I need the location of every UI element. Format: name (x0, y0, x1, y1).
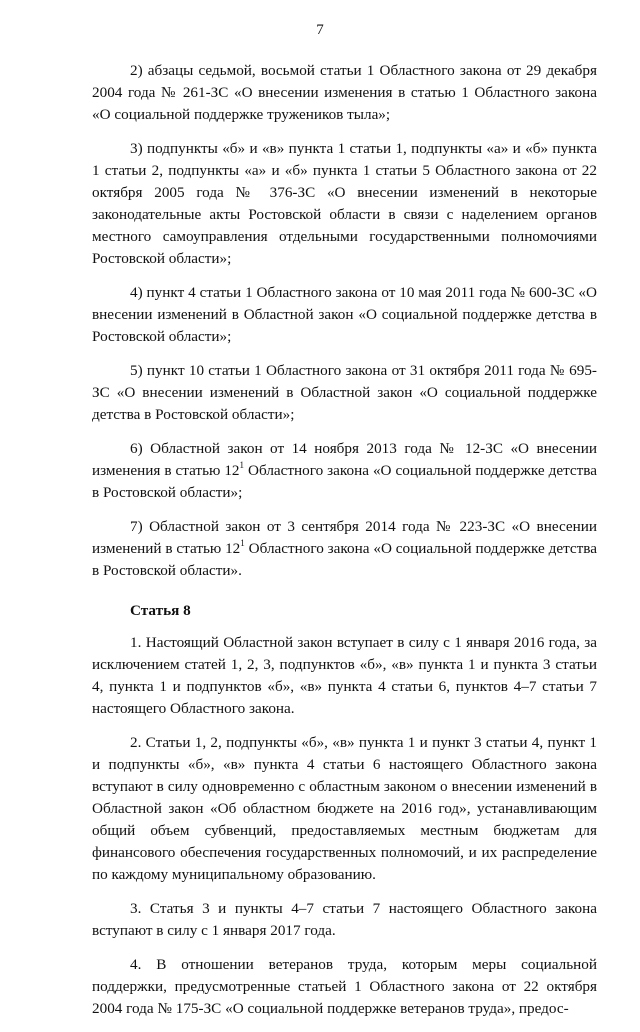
list-item-3: 3) подпункты «б» и «в» пункта 1 статьи 1, подпункты «а» и «б» пункта 1 статьи 2, подпункты «а» и «б» пункта 1 статьи 5 Областного закона от 22 октября 2005 года № 376-ЗС «О внесении изменений в некоторые законодательные акты Ростовской области в связи с наделением органов местного самоуправления отдельными государственными полномочиями Ростовской области»; (92, 140, 597, 267)
article-paragraph-2: 2. Статьи 1, 2, подпункты «б», «в» пункта 1 и пункт 3 статьи 4, пункт 1 и подпункты «б», «в» пункта 4 статьи 6 настоящего Областного закона вступают в силу одновременно с областным законом о внесении изменений в Областной закон «Об областном бюджете на 2016 год», устанавливающим общий объем субвенций, предоставляемых местным бюджетам для финансового обеспечения государственных полномочий, и их распределение по каждому муниципальному образованию. (92, 734, 597, 883)
list-item-7 (92, 516, 597, 582)
list-item-6-superscript: 1 (239, 460, 245, 470)
article-paragraph-1: 1. Настоящий Областной закон вступает в силу с 1 января 2016 года, за исключением статей 1, 2, 3, подпунктов «б», «в» пункта 1 и пункта 3 статьи 4, пункта 1 и подпунктов «б», «в» пункта 4 статьи 6, пунктов 4–7 статьи 7 настоящего Областного закона. (92, 634, 597, 717)
list-item-5: 5) пункт 10 статьи 1 Областного закона от 31 октября 2011 года № 695-ЗС «О внесении изменений в Областной закон «О социальной поддержке детства в Ростовской области»; (92, 362, 597, 423)
list-item-2: 2) абзацы седьмой, восьмой статьи 1 Областного закона от 29 декабря 2004 года № 261-ЗС «О внесении изменения в статью 1 Областного закона «О социальной поддержке тружеников тыла»; (92, 62, 597, 123)
list-item-7-text-end: Областного закона «О социальной поддержке детства в Ростовской области». (92, 540, 597, 579)
document-body (92, 60, 597, 1032)
list-item-7-superscript: 1 (240, 538, 245, 548)
list-item-6-text-end: Областного закона «О социальной поддержке детства в Ростовской области»; (92, 462, 597, 501)
article-paragraph-3: 3. Статья 3 и пункты 4–7 статьи 7 настоящего Областного закона вступают в силу с 1 января 2017 года. (92, 900, 597, 939)
page-number: 7 (316, 22, 324, 38)
list-item-6 (92, 438, 597, 504)
list-item-6-text: 6) Областной закон от 14 ноября 2013 года № 12-ЗС «О внесении изменения в статью 12 (92, 440, 597, 479)
article-heading: Статья 8 (130, 602, 191, 619)
article-paragraph-4: 4. В отношении ветеранов труда, которым меры социальной поддержки, предусмотренные статьей 1 Областного закона от 22 октября 2004 года № 175-ЗС «О социальной поддержке ветеранов труда», предос- (92, 956, 597, 1017)
list-item-7-text: 7) Областной закон от 3 сентября 2014 года № 223-ЗС «О внесении изменений в статью 12 (92, 518, 597, 557)
list-item-4: 4) пункт 4 статьи 1 Областного закона от 10 мая 2011 года № 600-ЗС «О внесении изменений в Областной закон «О социальной поддержке детства в Ростовской области»; (92, 284, 597, 345)
